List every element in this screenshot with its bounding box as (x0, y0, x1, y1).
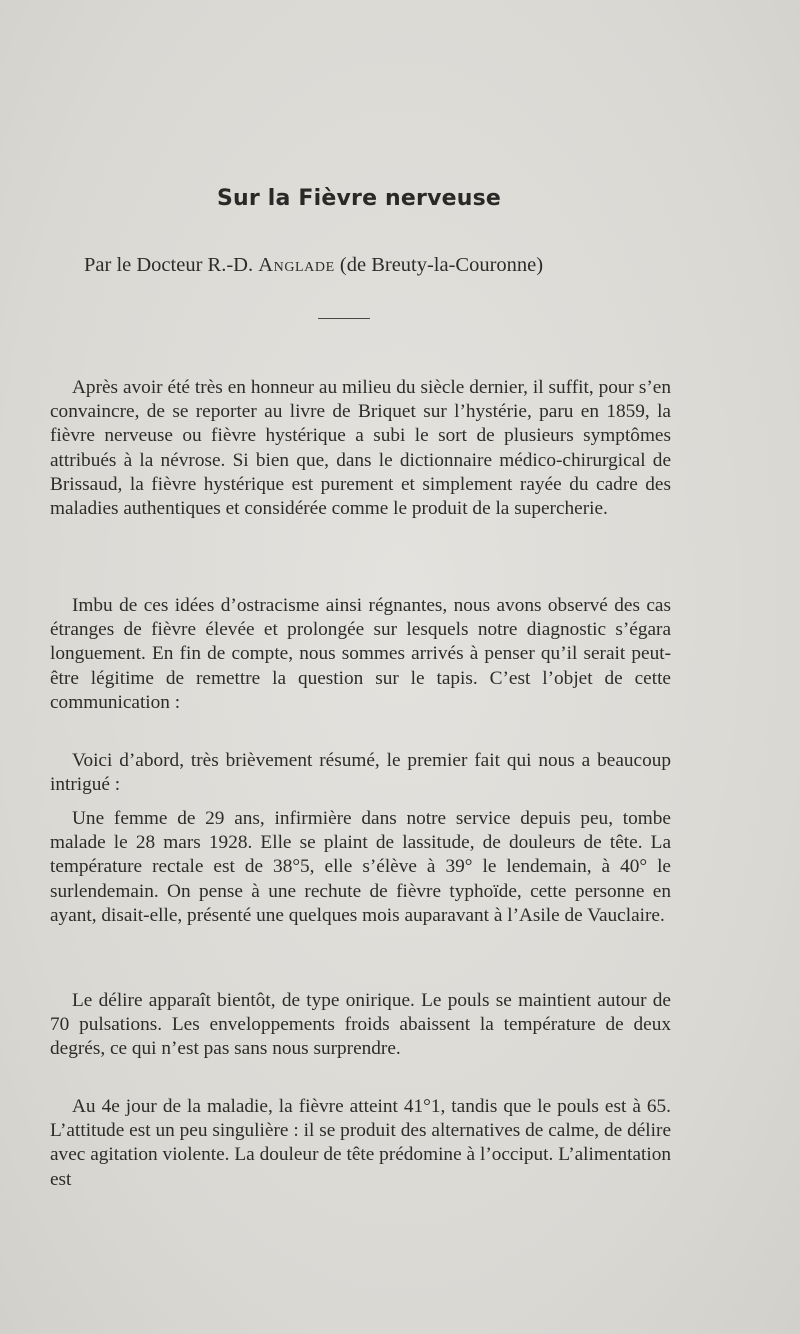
separator-rule (318, 318, 370, 319)
paragraph: Voici d’abord, très brièvement résumé, le premier fait qui nous a beaucoup intrigué : (50, 750, 671, 796)
article-byline (84, 254, 724, 277)
paragraph: Le délire apparaît bientôt, de type onirique. Le pouls se maintient autour de 70 pulsations. Les enveloppements froids abaissent la température de deux degrés, ce qui n’est pas sans nous surprendre. (50, 990, 671, 1060)
author-surname: Anglade (258, 254, 335, 276)
byline-prefix: Par le Docteur R.-D. (84, 254, 254, 276)
article-title: Sur la Fièvre nerveuse (216, 186, 502, 211)
byline-suffix: (de Breuty-la-Couronne) (339, 254, 544, 276)
paragraph: Imbu de ces idées d’ostracisme ainsi régnantes, nous avons observé des cas étranges de fièvre élevée et prolongée sur lesquels notre diagnostic s’égara longuement. En fin de compte, nous sommes arrivés à penser qu’il serait peut-être légitime de remettre la question sur le tapis. C’est l’objet de cette communication : (50, 595, 671, 713)
paragraph: Au 4e jour de la maladie, la fièvre atteint 41°1, tandis que le pouls est à 65. L’attitude est un peu singulière : il se produit des alternatives de calme, de délire avec agitation violente. La douleur de tête prédomine à l’occiput. L’alimentation est (50, 1096, 671, 1190)
paragraph: Une femme de 29 ans, infirmière dans notre service depuis peu, tombe malade le 28 mars 1928. Elle se plaint de lassitude, de douleurs de tête. La température rectale est de 38°5, elle s’élève à 39° le lendemain, à 40° le surlendemain. On pense à une rechute de fièvre typhoïde, cette personne en ayant, disait-elle, présenté une quelques mois auparavant à l’Asile de Vauclaire. (50, 808, 671, 926)
paragraph: Après avoir été très en honneur au milieu du siècle dernier, il suffit, pour s’en convaincre, de se reporter au livre de Briquet sur l’hystérie, paru en 1859, la fièvre nerveuse ou fièvre hystérique a subi le sort de plusieurs symptômes attribués à la névrose. Si bien que, dans le dictionnaire médico-chirurgical de Brissaud, la fièvre hystérique est purement et simplement rayée du cadre des maladies authentiques et considérée comme le produit de la supercherie. (50, 377, 671, 520)
